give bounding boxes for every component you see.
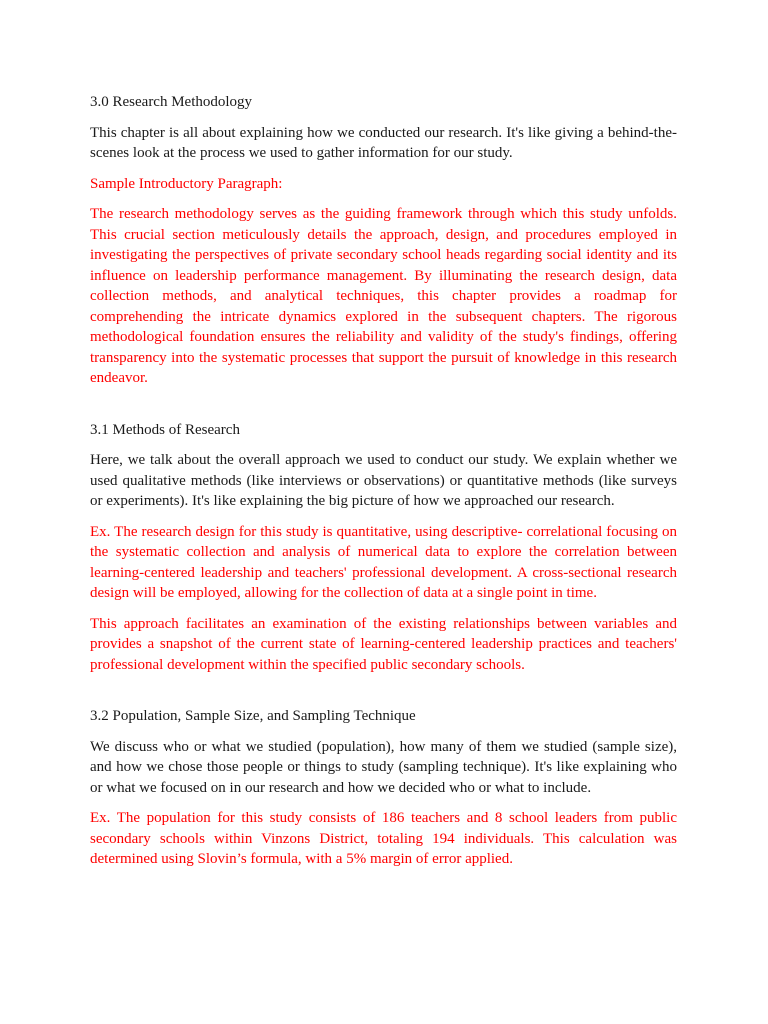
section-3-0-intro: This chapter is all about explaining how we conducted our research. It's like giving a behind-the-scenes look at the process we used to gather information for our study.	[90, 124, 677, 161]
section-heading-3-2: 3.2 Population, Sample Size, and Sampling Technique	[90, 708, 416, 724]
section-heading-3-1: 3.1 Methods of Research	[90, 421, 240, 438]
sample-paragraph-label: Sample Introductory Paragraph:	[90, 175, 283, 192]
section-3-1-intro: Here, we talk about the overall approach we used to conduct our study. We explain whether we used qualitative methods (like interviews or observations) or quantitative methods (like surveys or experiments). It's like explaining the big picture of how we approached our research.	[90, 452, 677, 509]
document-page	[90, 92, 677, 870]
section-3-2-intro: We discuss who or what we studied (population), how many of them we studied (sample size), and how we chose those people or things to study (sampling technique). It's like explaining who or what we focused on in our research and how we decided who or what to include.	[90, 738, 677, 796]
section-heading-3-0: 3.0 Research Methodology	[90, 94, 253, 110]
section-3-2-example: Ex. The population for this study consists of 186 teachers and 8 school leaders from public secondary schools within Vinzons District, totaling 194 individuals. This calculation was determined using Slovin’s formula, with a 5% margin of error applied.	[90, 810, 677, 867]
section-3-1-example-continued: This approach facilitates an examination of the existing relationships between variables and provides a snapshot of the current state of learning-centered leadership practices and teachers' professional development within the specified public secondary schools.	[90, 615, 677, 673]
sample-paragraph-text: The research methodology serves as the guiding framework through which this study unfolds. This crucial section meticulously details the approach, design, and procedures employed in investigating the perspectives of private secondary school heads regarding social identity and its influence on leadership performance management. By illuminating the research design, data collection methods, and analytical techniques, this chapter provides a roadmap for comprehending the intricate dynamics explored in the subsequent chapters. The rigorous methodological foundation ensures the reliability and validity of the study's findings, offering transparency into the systematic processes that support the pursuit of knowledge in this research endeavor.	[90, 206, 677, 386]
section-3-1-example: Ex. The research design for this study is quantitative, using descriptive- correlational focusing on the systematic collection and analysis of numerical data to explore the correlation between learning-centered leadership and teachers' professional development. A cross-sectional research design will be employed, allowing for the collection of data at a single point in time.	[90, 523, 677, 601]
